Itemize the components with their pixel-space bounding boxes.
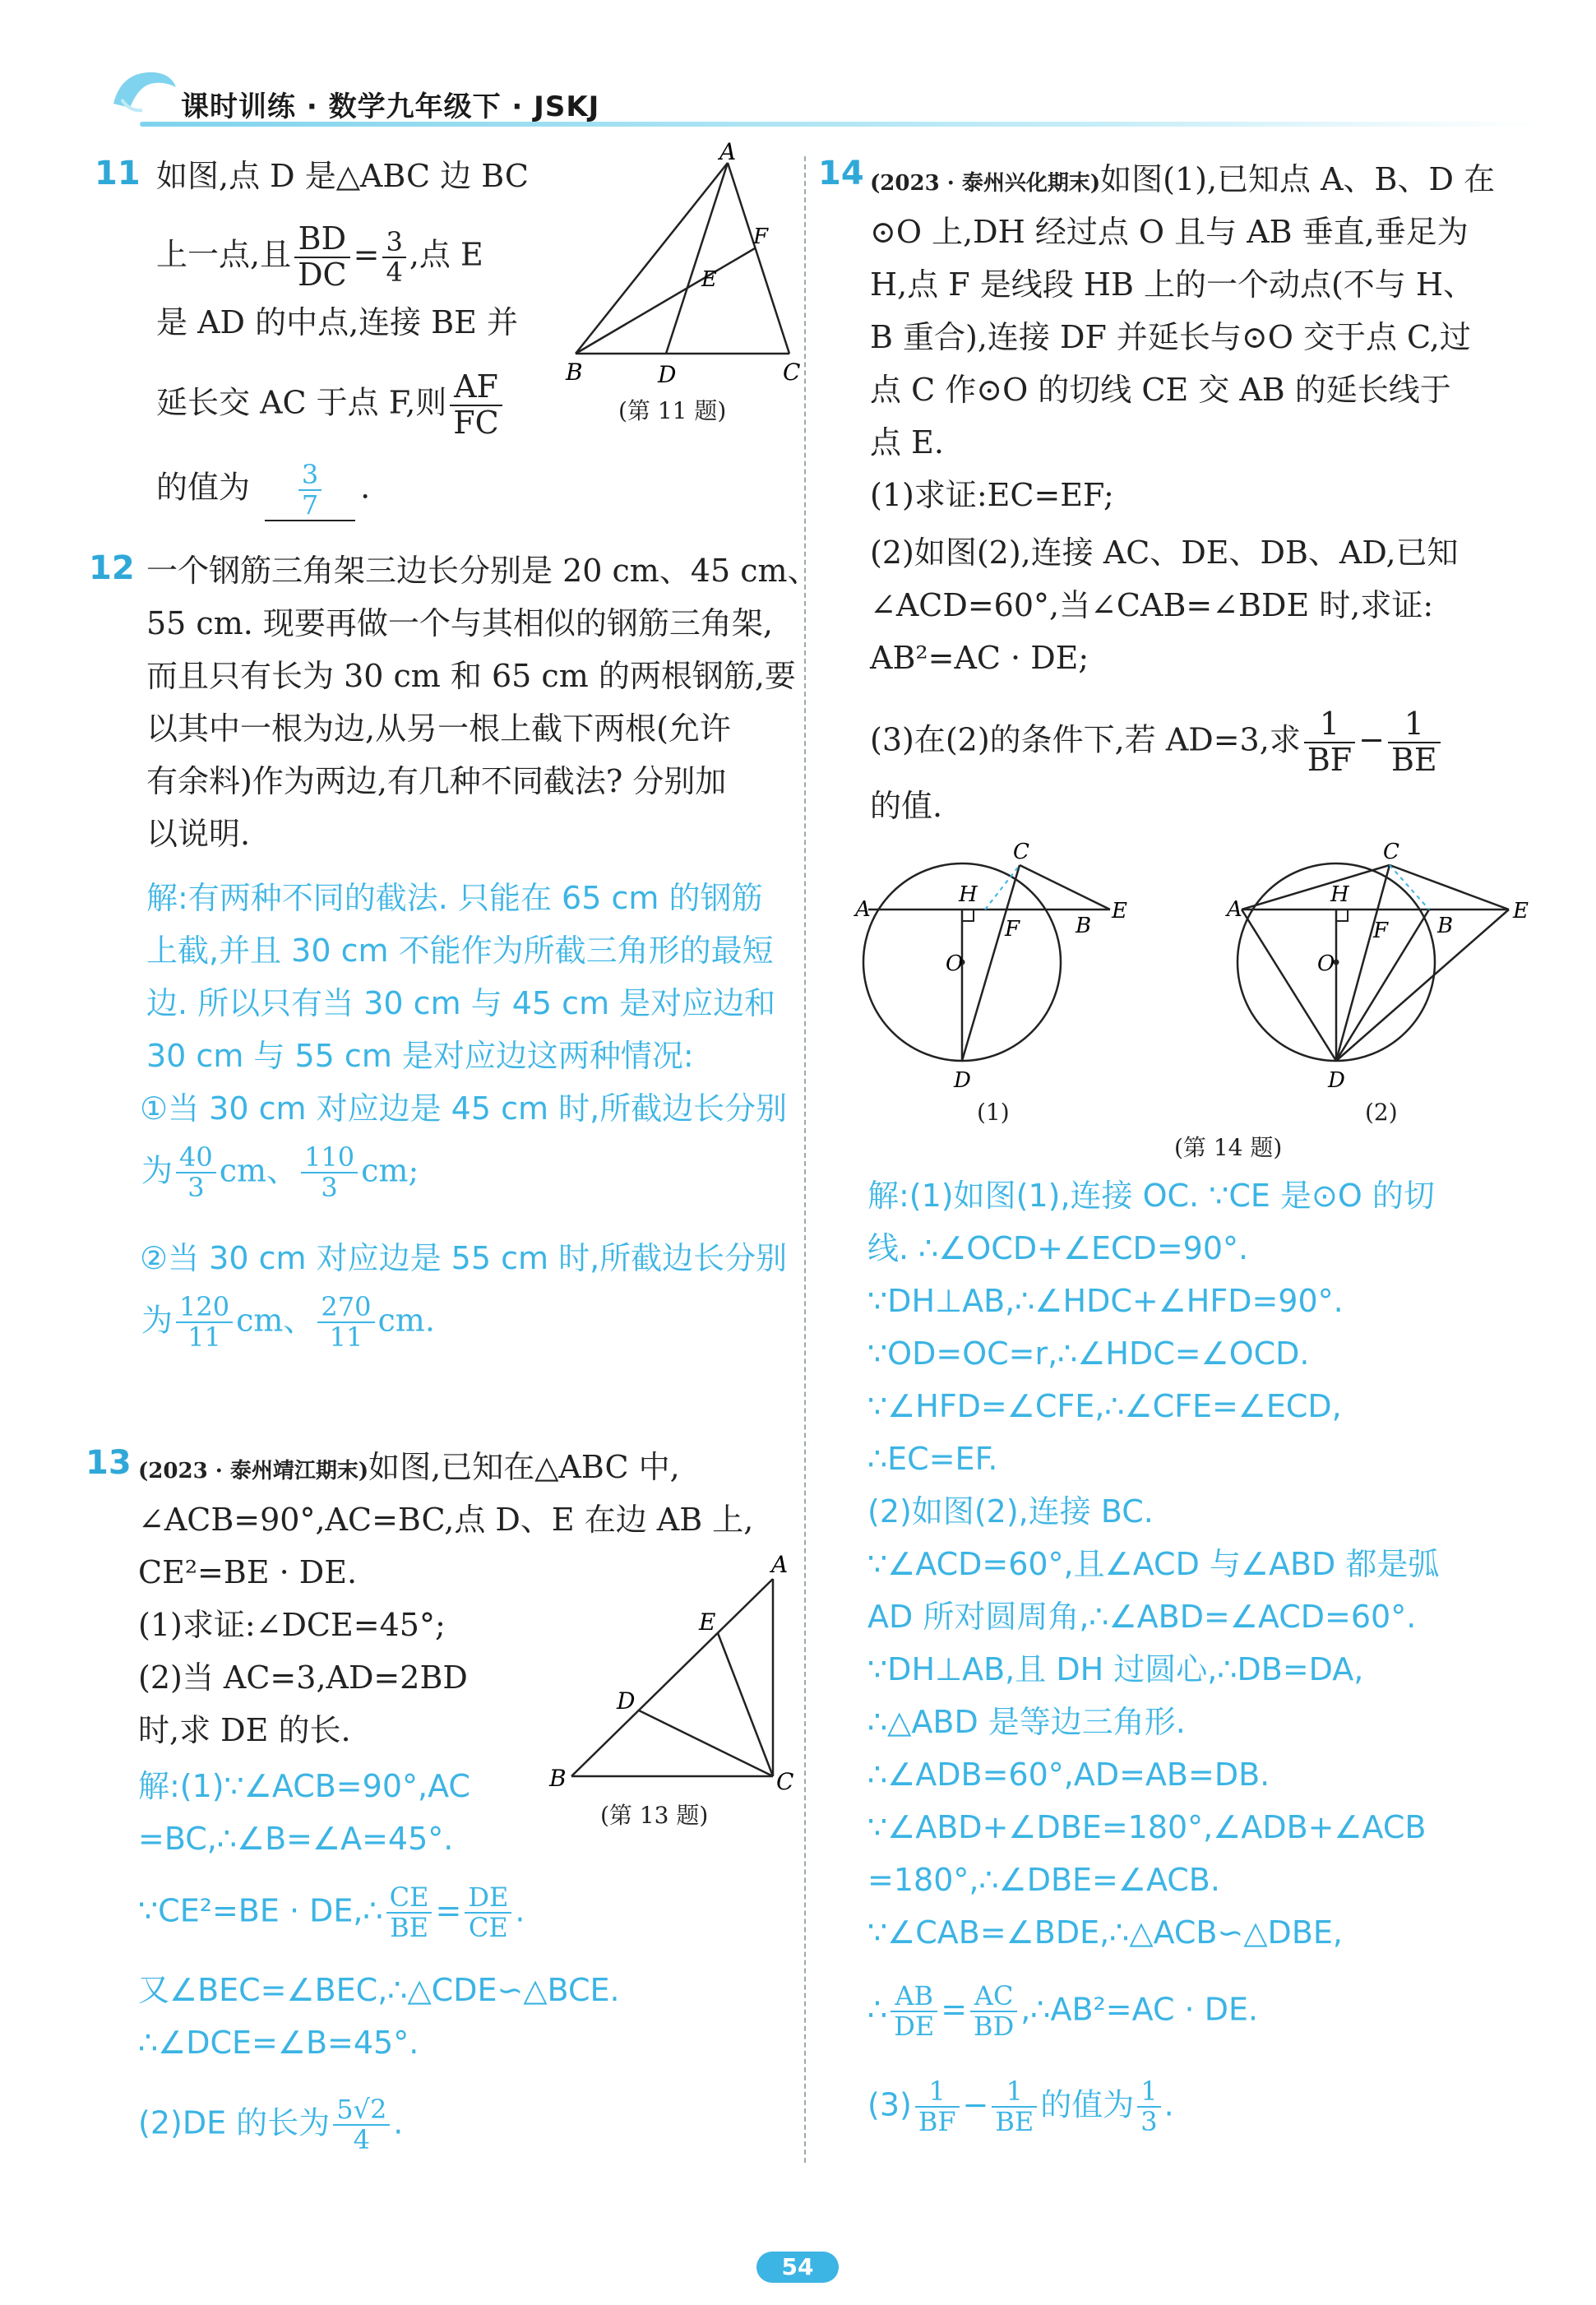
q14-solution-13: ∵∠ABD+∠DBE=180°,∠ADB+∠ACB — [867, 1809, 1427, 1845]
frac-1-bf: $\frac{1}{BF}$ — [1304, 707, 1355, 778]
q14-line-8: (2)如图(2),连接 AC、DE、DB、AD,已知 — [870, 535, 1459, 571]
q13-line-4: (1)求证:∠DCE=45°; — [138, 1607, 446, 1643]
q11-line-2: 上一点,且 $\frac{BD}{DC}$ = $\frac{3}{4}$ ,点 E — [156, 220, 483, 293]
q12-line-2: 55 cm. 现要再做一个与其相似的钢筋三角架, — [146, 605, 773, 641]
label-e: E — [699, 1608, 716, 1636]
frac-270-11: $\frac{270}{11}$ — [317, 1293, 374, 1352]
label-b: B — [549, 1765, 567, 1792]
q11-line-1: 如图,点 D 是△ABC 边 BC — [156, 158, 529, 194]
q13-caption: (第 13 题) — [600, 1802, 709, 1829]
q14-solution-8: ∵∠ACD=60°,且∠ACD 与∠ABD 都是弧 — [867, 1546, 1440, 1582]
q11-line-4: 延长交 AC 于点 F,则 $\frac{AF}{FC}$ — [156, 370, 506, 441]
q14-solution-3: ∵DH⊥AB,∴∠HDC+∠HFD=90°. — [867, 1283, 1344, 1319]
q12-case1: 为 $\frac{40}{3}$ cm、 $\frac{110}{3}$ cm; — [141, 1141, 419, 1204]
frac-110-3: $\frac{110}{3}$ — [301, 1143, 358, 1202]
q13-solution-3: ∵CE²=BE · DE,∴ $\frac{CE}{BE}$ = $\frac{DE}{CE}$ . — [138, 1881, 525, 1944]
q14-line-3: H,点 F 是线段 HB 上的一个动点(不与 H、 — [870, 266, 1475, 303]
q13-answer-2: $\frac{5√2}{4}$ — [333, 2095, 390, 2155]
q14-solution-10: ∵DH⊥AB,且 DH 过圆心,∴DB=DA, — [867, 1651, 1364, 1687]
page-header — [90, 79, 1571, 137]
q12-solution-5: ①当 30 cm 对应边是 45 cm 时,所截边长分别 — [140, 1090, 788, 1127]
label-d: D — [617, 1687, 636, 1715]
q14-fig2-caption: (2) — [1365, 1099, 1398, 1126]
q12-solution-4: 30 cm 与 55 cm 是对应边这两种情况: — [146, 1038, 694, 1074]
q14-solution-9: AD 所对圆周角,∴∠ABD=∠ACD=60°. — [867, 1599, 1417, 1635]
frac-120-11: $\frac{120}{11}$ — [176, 1293, 233, 1352]
label-a: A — [719, 138, 737, 165]
segment-dc — [639, 1710, 773, 1776]
q14-solution-11: ∴△ABD 是等边三角形. — [867, 1704, 1186, 1740]
q13-solution-1: 解:(1)∵∠ACB=90°,AC — [138, 1768, 470, 1804]
q14-figure-2 — [1217, 839, 1546, 1102]
q11-answer-blank — [265, 461, 355, 521]
label-c: C — [783, 359, 801, 386]
segment-bf — [576, 248, 755, 354]
q12-line-5: 有余料)作为两边,有几种不同截法? 分别加 — [146, 763, 727, 799]
q14-line-6: 点 E. — [870, 424, 944, 461]
frac-ce-be: $\frac{CE}{BE}$ — [386, 1883, 433, 1942]
page-number: 54 — [756, 2252, 839, 2283]
question-number-14: 14 — [818, 155, 864, 192]
q14-caption: (第 14 题) — [1174, 1134, 1283, 1161]
label-a: A — [855, 897, 871, 922]
q14-solution-15: ∵∠CAB=∠BDE,∴△ACB∽△DBE, — [867, 1914, 1343, 1951]
q11-answer: $\frac{3}{7}$ — [298, 461, 322, 520]
q14-solution-1: 解:(1)如图(1),连接 OC. ∵CE 是⊙O 的切 — [867, 1178, 1435, 1214]
question-number-12: 12 — [89, 549, 135, 587]
q13-figure — [543, 1546, 798, 1793]
segment-ad — [1242, 910, 1336, 1061]
q11-caption: (第 11 题) — [618, 397, 727, 424]
fraction-af-fc: $\frac{AF}{FC}$ — [450, 370, 502, 441]
q14-line-1: (2023 · 泰州兴化期末)如图(1),已知点 A、B、D 在 — [870, 161, 1496, 197]
q14-line-4: B 重合),连接 DF 并延长与⊙O 交于点 C,过 — [870, 319, 1471, 355]
q14-line-9: ∠ACD=60°,当∠CAB=∠BDE 时,求证: — [870, 587, 1434, 623]
label-c: C — [1013, 840, 1029, 864]
label-e: E — [1112, 899, 1127, 923]
segment-ac — [1242, 865, 1390, 910]
q13-line-3: CE²=BE · DE. — [138, 1554, 358, 1590]
segment-ad — [666, 163, 728, 354]
q13-source: (2023 · 泰州靖江期末) — [138, 1459, 369, 1483]
q12-solution-2: 上截,并且 30 cm 不能作为所截三角形的最短 — [146, 933, 774, 969]
frac-40-3: $\frac{40}{3}$ — [176, 1143, 216, 1202]
dolphin-logo-icon — [105, 62, 179, 120]
label-h: H — [1330, 882, 1349, 907]
q11-figure — [559, 138, 801, 395]
segment-de — [1336, 910, 1509, 1061]
label-f: F — [1005, 917, 1020, 942]
question-number-11: 11 — [95, 155, 141, 192]
q14-line-5: 点 C 作⊙O 的切线 CE 交 AB 的延长线于 — [870, 372, 1451, 408]
q12-line-4: 以其中一根为边,从另一根上截下两根(允许 — [146, 710, 731, 747]
q13-solution-5: ∴∠DCE=∠B=45°. — [138, 2025, 419, 2061]
label-e: E — [701, 267, 717, 292]
q14-solution-14: =180°,∴∠DBE=∠ACB. — [867, 1862, 1220, 1898]
q12-solution-1: 解:有两种不同的截法. 只能在 65 cm 的钢筋 — [146, 880, 763, 916]
label-a: A — [1227, 897, 1242, 922]
question-number-13: 13 — [86, 1444, 132, 1482]
segment-ce — [1020, 865, 1110, 910]
frac-ab-de: $\frac{AB}{DE}$ — [891, 1982, 937, 2041]
q14-source: (2023 · 泰州兴化期末) — [870, 171, 1101, 196]
q14-fig1-caption: (1) — [977, 1099, 1010, 1126]
q12-solution-3: 边. 所以只有当 30 cm 与 45 cm 是对应边和 — [146, 985, 776, 1021]
label-e: E — [1513, 899, 1529, 923]
q12-solution-6: ②当 30 cm 对应边是 55 cm 时,所截边长分别 — [140, 1240, 788, 1276]
segment-ab — [576, 163, 728, 354]
q12-line-1: 一个钢筋三角架三边长分别是 20 cm、45 cm、 — [146, 553, 819, 589]
q13-line-5: (2)当 AC=3,AD=2BD — [138, 1659, 468, 1696]
label-f: F — [1373, 919, 1389, 943]
q13-solution-4: 又∠BEC=∠BEC,∴△CDE∽△BCE. — [138, 1972, 620, 2008]
frac-de-ce: $\frac{DE}{CE}$ — [465, 1883, 511, 1942]
q14-line-11: (3)在(2)的条件下,若 AD=3,求 $\frac{1}{BF}$ − $\frac{1}{BE}$ — [870, 707, 1444, 778]
frac-1-be: $\frac{1}{BE}$ — [1388, 707, 1441, 778]
q14-line-2: ⊙O 上,DH 经过点 O 且与 AB 垂直,垂足为 — [870, 214, 1469, 250]
label-d: D — [658, 361, 677, 388]
label-d: D — [1328, 1068, 1345, 1093]
column-divider — [804, 156, 806, 2163]
q13-line-1: (2023 · 泰州靖江期末)如图,已知在△ABC 中, — [138, 1449, 680, 1485]
q14-figure-1 — [855, 839, 1135, 1102]
q14-solution-2: 线. ∴∠OCD+∠ECD=90°. — [867, 1230, 1249, 1266]
q14-line-10: AB²=AC · DE; — [870, 640, 1089, 676]
label-a: A — [771, 1551, 789, 1578]
label-d: D — [954, 1068, 971, 1093]
q14-solution-16: ∴ $\frac{AB}{DE}$ = $\frac{AC}{BD}$ ,∴AB²=AC · DE. — [867, 1980, 1259, 2043]
q12-line-6: 以说明. — [146, 816, 251, 852]
q14-line-12: 的值. — [870, 788, 943, 824]
fraction-3-4: $\frac{3}{4}$ — [382, 228, 405, 287]
label-c: C — [1383, 840, 1399, 864]
q13-solution-6: (2)DE 的长为 $\frac{5√2}{4}$ . — [138, 2094, 404, 2156]
fraction-bd-dc: $\frac{BD}{DC}$ — [294, 222, 350, 293]
sol-frac-1-bf: $\frac{1}{BF}$ — [915, 2077, 960, 2136]
q13-line-2: ∠ACB=90°,AC=BC,点 D、E 在边 AB 上, — [138, 1502, 754, 1538]
q14-answer: $\frac{1}{3}$ — [1137, 2077, 1160, 2136]
q12-line-3: 而且只有长为 30 cm 和 65 cm 的两根钢筋,要 — [146, 658, 796, 694]
label-f: F — [753, 224, 769, 249]
q14-solution-7: (2)如图(2),连接 BC. — [867, 1493, 1154, 1530]
q14-solution-4: ∵OD=OC=r,∴∠HDC=∠OCD. — [867, 1335, 1310, 1372]
q14-line-7: (1)求证:EC=EF; — [870, 477, 1114, 513]
label-c: C — [776, 1768, 794, 1795]
q14-solution-12: ∴∠ADB=60°,AD=AB=DB. — [867, 1757, 1270, 1793]
label-o: O — [946, 951, 964, 976]
label-h: H — [959, 882, 978, 907]
segment-ab — [571, 1579, 773, 1776]
q14-solution-17: (3) $\frac{1}{BF}$ − $\frac{1}{BE}$ 的值为 $\frac{1}{3}$ . — [867, 2076, 1174, 2138]
q13-solution-2: =BC,∴∠B=∠A=45°. — [138, 1821, 454, 1857]
q14-solution-5: ∵∠HFD=∠CFE,∴∠CFE=∠ECD, — [867, 1388, 1342, 1424]
segment-ec — [718, 1633, 773, 1776]
label-o: O — [1317, 951, 1335, 976]
q14-solution-6: ∴EC=EF. — [867, 1441, 998, 1477]
segment-ce — [1390, 865, 1509, 910]
frac-ac-bd: $\frac{AC}{BD}$ — [970, 1982, 1017, 2041]
q13-line-6: 时,求 DE 的长. — [138, 1712, 351, 1748]
q11-line-5: 的值为 $\frac{3}{7}$ . — [156, 459, 371, 521]
label-b: B — [566, 359, 583, 386]
label-b: B — [1076, 914, 1092, 938]
q11-line-3: 是 AD 的中点,连接 BE 并 — [156, 304, 518, 340]
sol-frac-1-be: $\frac{1}{BE}$ — [992, 2077, 1037, 2136]
q11-text: 上一点,且 — [156, 236, 292, 273]
header-title: 课时训练 · 数学九年级下 · JSKJ — [181, 90, 600, 123]
q12-case2: 为 $\frac{120}{11}$ cm、 $\frac{270}{11}$ cm. — [141, 1291, 435, 1354]
label-b: B — [1437, 914, 1454, 938]
